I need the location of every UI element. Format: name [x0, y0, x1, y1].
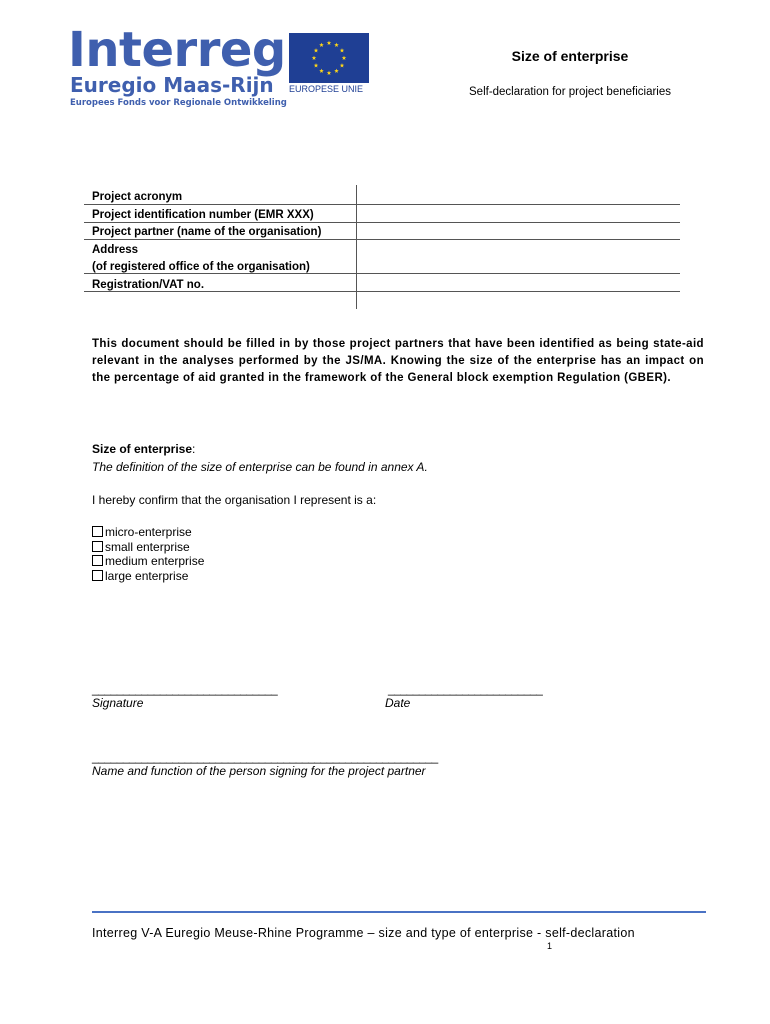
eu-label: EUROPESE UNIE [289, 84, 364, 94]
confirm-statement: I hereby confirm that the organisation I represent is a: [92, 493, 377, 507]
logo-region: Euregio Maas-Rijn [70, 73, 274, 97]
eu-star-icon [314, 63, 319, 67]
table-rule [84, 291, 680, 292]
table-rule [84, 204, 680, 205]
eu-star-icon [327, 41, 332, 45]
checkbox[interactable] [92, 526, 103, 537]
logo-fund: Europees Fonds voor Regionale Ontwikkeling [70, 98, 287, 108]
option-micro-enterprise[interactable]: micro-enterprise [92, 525, 192, 539]
eu-star-icon [314, 48, 319, 52]
name-function-line[interactable]: ________________________________________________________ [92, 750, 438, 764]
eu-star-icon [334, 69, 339, 73]
label-project-id: Project identification number (EMR XXX) [92, 209, 314, 221]
page-number: 1 [547, 941, 553, 951]
date-label: Date [385, 696, 411, 710]
signature-line[interactable]: ______________________________ [92, 682, 278, 696]
intro-paragraph: This document should be filled in by those project partners that have been identified as being state-aid relevant in the analyses performed by the JS/MA. Knowing the size of the enterprise has an impact on the percentage of aid granted in the framework of the General block exemption Regulation (GBER). [92, 338, 704, 384]
label-project-acronym: Project acronym [92, 191, 183, 203]
checkbox[interactable] [92, 555, 103, 566]
eu-star-icon [340, 48, 345, 52]
label-address: Address [92, 244, 139, 256]
label-registration-vat: Registration/VAT no. [92, 279, 205, 291]
eu-star-icon [312, 56, 317, 60]
checkbox[interactable] [92, 570, 103, 581]
size-heading: Size of enterprise: [92, 442, 196, 456]
size-definition: The definition of the size of enterprise can be found in annex A. [92, 460, 428, 474]
logo-interreg: Interreg [68, 22, 286, 78]
eu-star-icon [342, 56, 347, 60]
table-rule [84, 273, 680, 274]
option-small-enterprise[interactable]: small enterprise [92, 540, 190, 554]
option-medium-enterprise[interactable]: medium enterprise [92, 554, 204, 568]
option-large-enterprise[interactable]: large enterprise [92, 569, 188, 583]
name-function-label: Name and function of the person signing for the project partner [92, 764, 426, 778]
document-title: Size of enterprise [511, 48, 629, 64]
footer-rule [92, 911, 706, 913]
footer-text: Interreg V-A Euregio Meuse-Rhine Programme – size and type of enterprise - self-declaration [92, 926, 635, 940]
date-line[interactable]: _________________________ [388, 682, 543, 696]
document-subtitle: Self-declaration for project beneficiaries [469, 86, 671, 98]
eu-star-icon [340, 63, 345, 67]
eu-flag-icon [289, 33, 369, 83]
table-rule [84, 222, 680, 223]
label-address-note: (of registered office of the organisation) [92, 261, 310, 273]
eu-star-icon [319, 69, 324, 73]
signature-label: Signature [92, 696, 144, 710]
checkbox[interactable] [92, 541, 103, 552]
eu-star-icon [327, 71, 332, 75]
table-rule [84, 239, 680, 240]
eu-star-icon [319, 43, 324, 47]
label-project-partner: Project partner (name of the organisation) [92, 226, 322, 238]
eu-star-icon [334, 43, 339, 47]
